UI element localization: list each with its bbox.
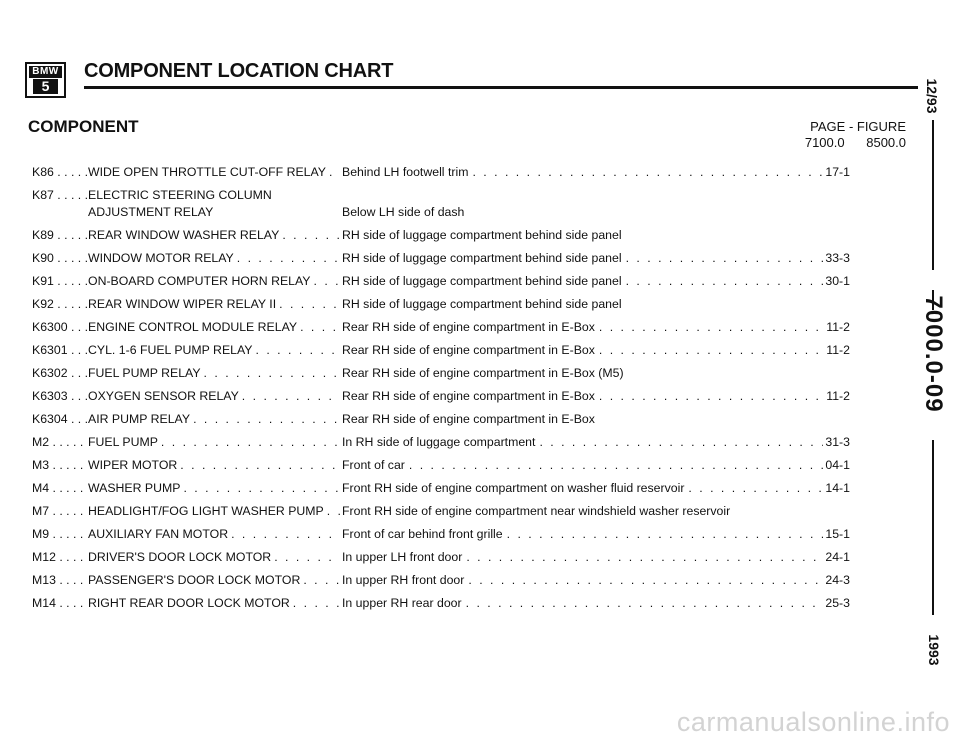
component-code: M9 . . .: [32, 523, 87, 546]
component-code: K86 . . .: [32, 161, 87, 184]
component-name: [88, 362, 340, 385]
component-name-text: WINDOW MOTOR RELAY: [88, 251, 234, 265]
component-name: [88, 408, 340, 431]
component-location: [342, 477, 850, 500]
component-code: M4 . . .: [32, 477, 87, 500]
component-code: K6300 . . .: [32, 316, 87, 339]
component-code: K92 . . .: [32, 293, 87, 316]
table-row: [32, 247, 852, 270]
leader-dots: [599, 339, 824, 362]
component-name: [88, 161, 340, 184]
figure-reference: 30-1: [825, 274, 850, 288]
component-code: M14 . . .: [32, 592, 87, 615]
page-figure-values: [787, 135, 906, 151]
component-name: [88, 293, 340, 316]
leader-dots: [282, 224, 340, 247]
component-name-text: AUXILIARY FAN MOTOR: [88, 527, 229, 541]
component-code: K6303 . . .: [32, 385, 87, 408]
location-text: RH side of luggage compartment behind side panel: [342, 251, 622, 265]
leader-dots: [242, 385, 340, 408]
leader-dots: [231, 523, 340, 546]
component-name-text: WIDE OPEN THROTTLE CUT-OFF RELAY: [88, 165, 326, 179]
component-location: [342, 454, 850, 477]
component-code: K91 . . .: [32, 270, 87, 293]
figure-number: 8500.0: [866, 135, 906, 150]
figure-reference: 11-2: [826, 389, 850, 403]
component-name-text: WIPER MOTOR: [88, 458, 178, 472]
leader-dots: [327, 500, 340, 523]
component-location: [342, 270, 850, 293]
component-code: K6302 . . .: [32, 362, 87, 385]
component-location: [342, 546, 850, 569]
component-name-text: FUEL PUMP: [88, 435, 158, 449]
logo-brand: BMW: [29, 66, 62, 78]
leader-dots: [161, 431, 340, 454]
component-code: K6301 . . .: [32, 339, 87, 362]
location-text: Front of car: [342, 458, 405, 472]
component-name-text: PASSENGER'S DOOR LOCK MOTOR: [88, 573, 301, 587]
table-row: [32, 408, 852, 431]
component-location: [342, 316, 850, 339]
table-row: [32, 385, 852, 408]
location-text: Behind LH footwell trim: [342, 165, 469, 179]
component-name: [88, 454, 340, 477]
component-location: [342, 569, 850, 592]
figure-reference: 24-1: [825, 550, 850, 564]
leader-dots: [688, 477, 823, 500]
figure-reference: 17-1: [825, 165, 850, 179]
component-name-line2: [88, 201, 340, 224]
leader-dots: [300, 316, 340, 339]
component-location: [342, 385, 850, 408]
leader-dots: [180, 454, 340, 477]
figure-reference: 15-1: [825, 527, 850, 541]
location-text: In upper LH front door: [342, 550, 463, 564]
table-row: [32, 477, 852, 500]
location-text: Front of car behind front grille: [342, 527, 503, 541]
location-text: In RH side of luggage compartment: [342, 435, 536, 449]
leader-dots: [409, 454, 824, 477]
component-location: [342, 224, 850, 247]
component-name-text: ELECTRIC STEERING COLUMN: [88, 188, 272, 202]
table-row: [32, 500, 852, 523]
component-location: [342, 362, 850, 385]
margin-section-code: 7000.0-09: [920, 295, 947, 413]
component-code: M7 . . .: [32, 500, 87, 523]
location-text: Front RH side of engine compartment on washer fluid reservoir: [342, 481, 685, 495]
leader-dots: [507, 523, 824, 546]
leader-dots: [626, 247, 824, 270]
location-text: Rear RH side of engine compartment in E-Box: [342, 343, 595, 357]
component-name-text: RIGHT REAR DOOR LOCK MOTOR: [88, 596, 290, 610]
table-row: [32, 270, 852, 293]
table-row: [32, 592, 852, 615]
location-text: Rear RH side of engine compartment in E-Box: [342, 320, 595, 334]
component-location: [342, 293, 850, 316]
component-name-text: WASHER PUMP: [88, 481, 181, 495]
leader-dots: [279, 293, 340, 316]
leader-dots: [468, 569, 823, 592]
leader-dots: [314, 270, 340, 293]
component-name-line2-text: ADJUSTMENT RELAY: [88, 205, 214, 219]
component-name: [88, 569, 340, 592]
figure-reference: 04-1: [825, 458, 850, 472]
page-figure-label: PAGE - FIGURE: [810, 119, 906, 134]
component-name: [88, 339, 340, 362]
component-name: [88, 316, 340, 339]
table-row: [32, 184, 852, 224]
component-code: M13 . . .: [32, 569, 87, 592]
table-row: [32, 546, 852, 569]
component-name: [88, 385, 340, 408]
location-text: Rear RH side of engine compartment in E-Box: [342, 412, 595, 426]
leader-dots: [204, 362, 340, 385]
leader-dots: [255, 339, 340, 362]
table-row: [32, 316, 852, 339]
table-row: [32, 339, 852, 362]
figure-reference: 33-3: [825, 251, 850, 265]
figure-reference: 31-3: [825, 435, 850, 449]
margin-date: 12/93: [924, 78, 940, 114]
component-code: K89 . . .: [32, 224, 87, 247]
location-text: RH side of luggage compartment behind side panel: [342, 228, 622, 242]
table-row: [32, 431, 852, 454]
page-title: COMPONENT LOCATION CHART: [84, 60, 394, 82]
location-text: RH side of luggage compartment behind side panel: [342, 274, 622, 288]
component-name: [88, 500, 340, 523]
component-name: [88, 270, 340, 293]
table-row: [32, 362, 852, 385]
component-code: M3 . . .: [32, 454, 87, 477]
leader-dots: [599, 385, 824, 408]
location-text: Below LH side of dash: [342, 205, 465, 219]
component-code: K90 . . .: [32, 247, 87, 270]
leader-dots: [303, 569, 340, 592]
component-code: M2 . . .: [32, 431, 87, 454]
location-text: Rear RH side of engine compartment in E-Box: [342, 389, 595, 403]
leader-dots: [293, 592, 340, 615]
component-location: [342, 500, 850, 523]
figure-reference: 25-3: [825, 596, 850, 610]
component-code: M12 . . .: [32, 546, 87, 569]
component-location: [342, 161, 850, 184]
component-name: [88, 431, 340, 454]
location-text: RH side of luggage compartment behind side panel: [342, 297, 622, 311]
page-number: 7100.0: [804, 135, 845, 150]
component-name: [88, 477, 340, 500]
page-figure-heading: [787, 119, 906, 151]
figure-reference: 14-1: [825, 481, 850, 495]
leader-dots: [274, 546, 340, 569]
bmw-5-series-logo: [25, 62, 66, 98]
component-code: K6304 . . .: [32, 408, 87, 431]
table-row: [32, 224, 852, 247]
leader-dots: [472, 161, 823, 184]
table-row: [32, 293, 852, 316]
leader-dots: [466, 546, 823, 569]
component-heading: COMPONENT: [28, 117, 139, 136]
component-location: [342, 523, 850, 546]
component-location: [342, 339, 850, 362]
leader-dots: [466, 592, 824, 615]
location-text: Front RH side of engine compartment near windshield washer reservoir: [342, 504, 731, 518]
title-rule: [84, 86, 918, 89]
component-name-text: REAR WINDOW WASHER RELAY: [88, 228, 280, 242]
location-text: In upper RH front door: [342, 573, 465, 587]
table-row: [32, 161, 852, 184]
component-name-text: OXYGEN SENSOR RELAY: [88, 389, 239, 403]
table-row: [32, 569, 852, 592]
leader-dots: [626, 270, 824, 293]
component-location: [342, 408, 850, 431]
component-name: [88, 523, 340, 546]
table-row: [32, 454, 852, 477]
component-location: [342, 592, 850, 615]
component-name-text: FUEL PUMP RELAY: [88, 366, 201, 380]
component-table: [32, 161, 852, 615]
component-name-text: ON-BOARD COMPUTER HORN RELAY: [88, 274, 311, 288]
component-name: [88, 592, 340, 615]
logo-model: 5: [33, 79, 58, 94]
figure-reference: 11-2: [826, 343, 850, 357]
component-location: [342, 247, 850, 270]
leader-dots: [183, 477, 340, 500]
leader-dots: [599, 316, 824, 339]
margin-line-middle: [932, 440, 934, 615]
component-name-text: HEADLIGHT/FOG LIGHT WASHER PUMP: [88, 504, 324, 518]
component-code: K87 . . .: [32, 184, 87, 207]
component-name: [88, 546, 340, 569]
margin-line-top: [932, 120, 934, 270]
component-location: [342, 431, 850, 454]
location-text: Rear RH side of engine compartment in E-Box (M5): [342, 366, 624, 380]
component-name-text: DRIVER'S DOOR LOCK MOTOR: [88, 550, 272, 564]
component-name: [88, 224, 340, 247]
leader-dots: [237, 247, 340, 270]
margin-year: 1993: [926, 634, 942, 666]
leader-dots: [193, 408, 340, 431]
component-name-text: ENGINE CONTROL MODULE RELAY: [88, 320, 298, 334]
leader-dots: [539, 431, 823, 454]
component-location: [342, 201, 850, 224]
watermark: carmanualsonline.info: [676, 707, 950, 737]
component-name-text: REAR WINDOW WIPER RELAY II: [88, 297, 277, 311]
table-row: [32, 523, 852, 546]
component-name-text: CYL. 1-6 FUEL PUMP RELAY: [88, 343, 253, 357]
figure-reference: 11-2: [826, 320, 850, 334]
figure-reference: 24-3: [825, 573, 850, 587]
leader-dots: [329, 161, 340, 184]
component-name: [88, 247, 340, 270]
location-text: In upper RH rear door: [342, 596, 462, 610]
component-name-text: AIR PUMP RELAY: [88, 412, 191, 426]
